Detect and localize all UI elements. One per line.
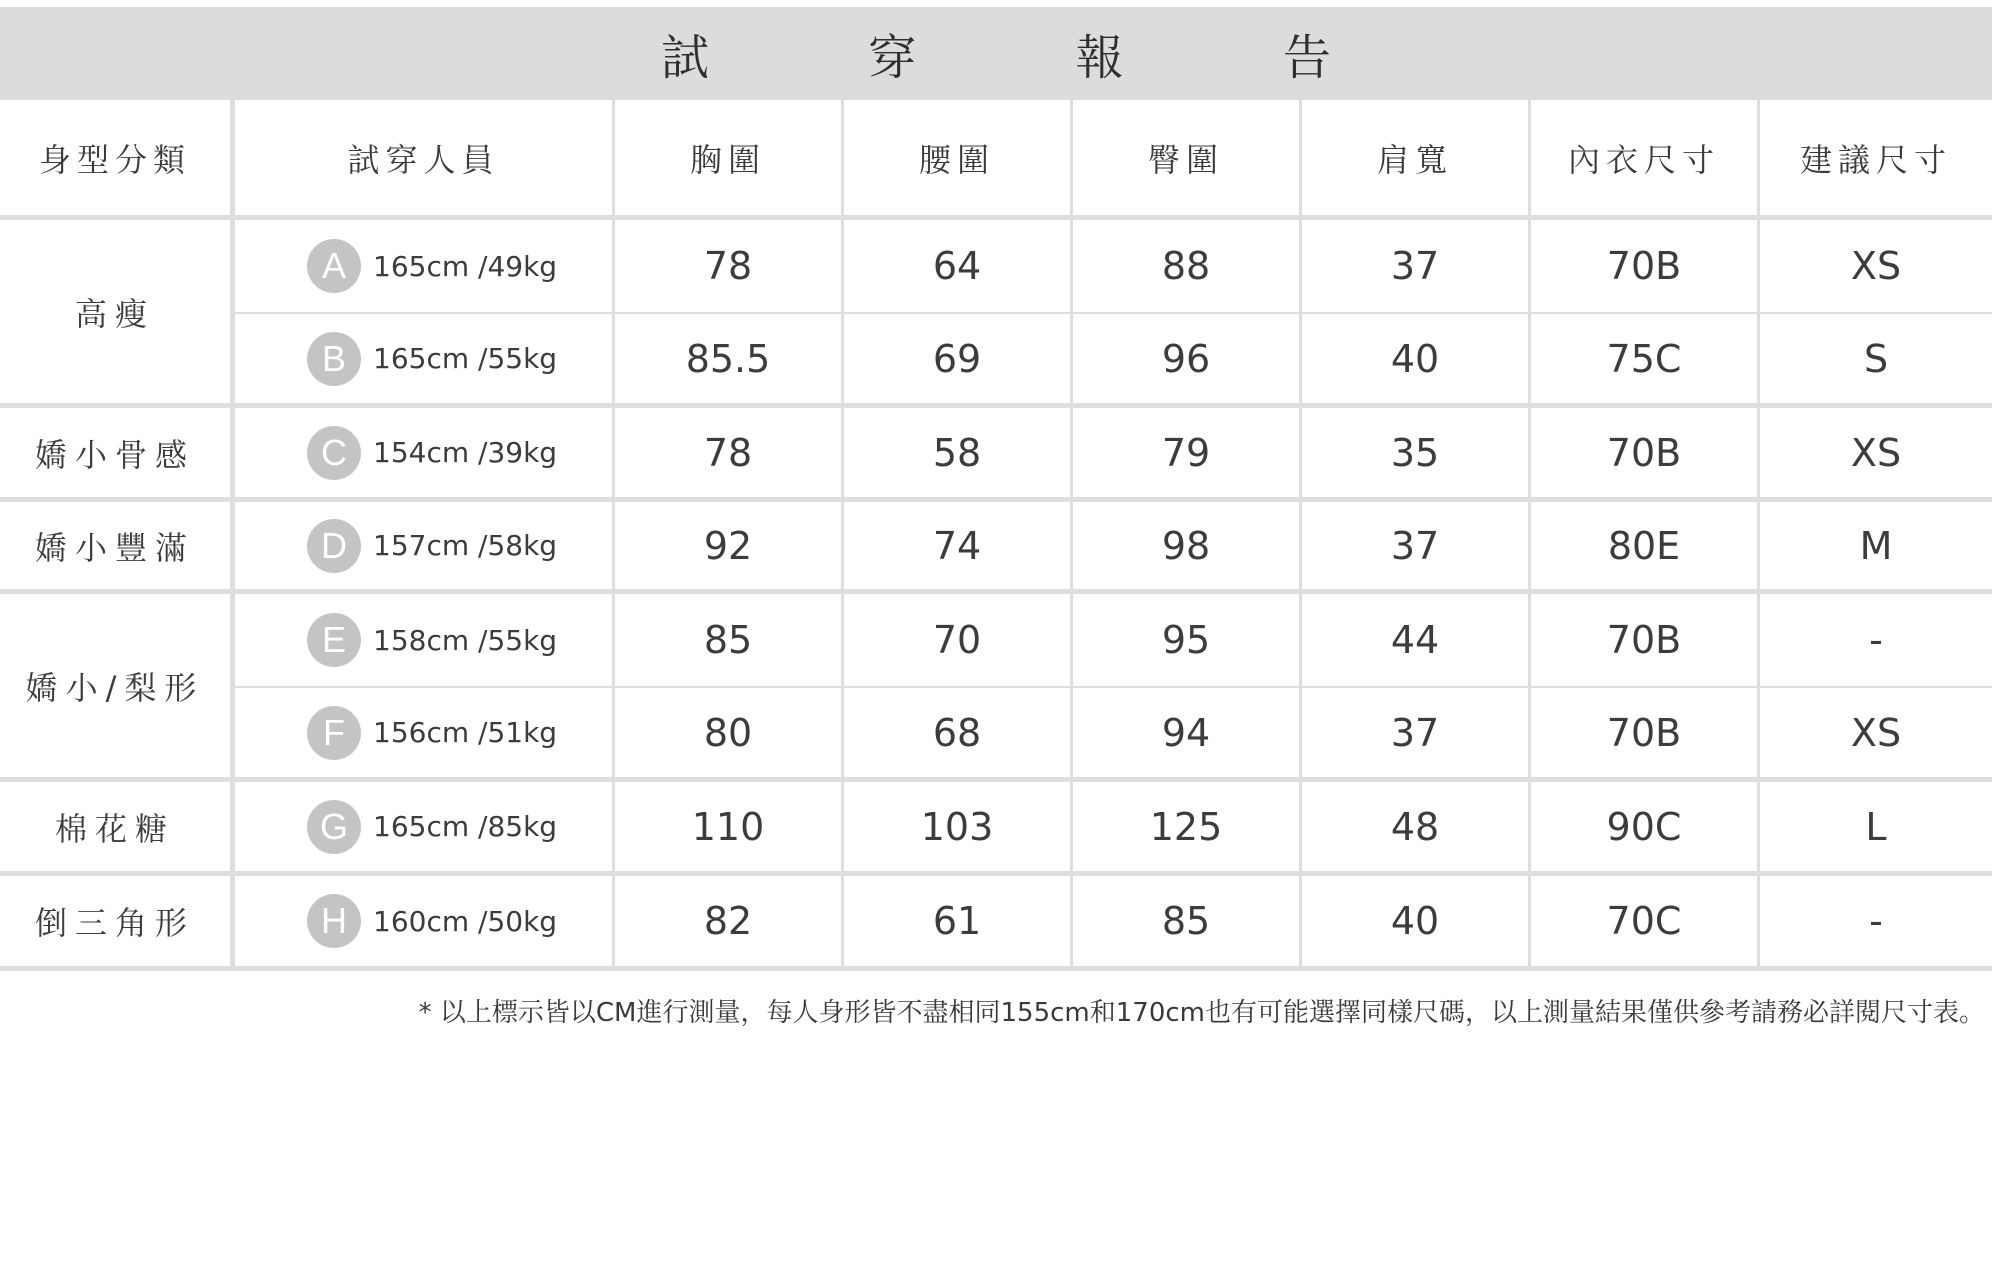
- bust-value: 78: [615, 220, 844, 314]
- tester-info: 154cm /39kg: [373, 436, 558, 469]
- bust-value: 78: [615, 408, 844, 502]
- waist-value: 68: [844, 688, 1073, 782]
- waist-value: 58: [844, 408, 1073, 502]
- bra-size-value: 70B: [1531, 594, 1760, 688]
- hip-value: 79: [1073, 408, 1302, 502]
- header-bust: 胸圍: [615, 100, 844, 220]
- hip-value: 85: [1073, 876, 1302, 971]
- hip-value: 95: [1073, 594, 1302, 688]
- tester-info: 165cm /55kg: [373, 342, 558, 375]
- bust-value: 85.5: [615, 314, 844, 408]
- tester-badge: A: [307, 239, 361, 293]
- tester-info: 158cm /55kg: [373, 623, 558, 657]
- category-inverted-triangle: 倒三角形: [0, 876, 235, 971]
- shoulder-value: 37: [1302, 502, 1531, 594]
- tester-info: 165cm /85kg: [373, 810, 558, 843]
- shoulder-value: 44: [1302, 594, 1531, 688]
- header-tester: 試穿人員: [235, 100, 615, 220]
- category-petite-curvy: 嬌小豐滿: [0, 502, 235, 594]
- suggested-size-value: -: [1760, 876, 1992, 971]
- tester-info: 157cm /58kg: [373, 529, 558, 562]
- fit-report-table: [0, 100, 1992, 971]
- waist-value: 70: [844, 594, 1073, 688]
- waist-value: 61: [844, 876, 1073, 971]
- hip-value: 94: [1073, 688, 1302, 782]
- tester-cell: [235, 876, 615, 971]
- bra-size-value: 70B: [1531, 220, 1760, 314]
- tester-info: 160cm /50kg: [373, 904, 558, 938]
- category-petite-pear: 嬌小/梨形: [0, 594, 235, 782]
- waist-value: 69: [844, 314, 1073, 408]
- shoulder-value: 37: [1302, 220, 1531, 314]
- bust-value: 110: [615, 782, 844, 876]
- tester-badge: G: [307, 800, 361, 854]
- tester-badge: C: [307, 426, 361, 480]
- shoulder-value: 40: [1302, 876, 1531, 971]
- title-bar: [0, 7, 1992, 100]
- category-plus: 棉花糖: [0, 782, 235, 876]
- bust-value: 80: [615, 688, 844, 782]
- hip-value: 88: [1073, 220, 1302, 314]
- suggested-size-value: L: [1760, 782, 1992, 876]
- tester-info: 156cm /51kg: [373, 716, 558, 749]
- bust-value: 85: [615, 594, 844, 688]
- header-bra-size: 內衣尺寸: [1531, 100, 1760, 220]
- footnote: * 以上標示皆以CM進行測量，每人身形皆不盡相同155cm和170cm也有可能選擇同樣尺碼，以上測量結果僅供參考請務必詳閱尺寸表。: [418, 998, 1985, 1028]
- tester-badge: H: [307, 894, 361, 948]
- shoulder-value: 35: [1302, 408, 1531, 502]
- tester-badge: F: [307, 706, 361, 760]
- tester-cell: [235, 314, 615, 408]
- waist-value: 74: [844, 502, 1073, 594]
- hip-value: 125: [1073, 782, 1302, 876]
- waist-value: 64: [844, 220, 1073, 314]
- bust-value: 82: [615, 876, 844, 971]
- hip-value: 96: [1073, 314, 1302, 408]
- shoulder-value: 37: [1302, 688, 1531, 782]
- waist-value: 103: [844, 782, 1073, 876]
- tester-cell: [235, 408, 615, 502]
- bra-size-value: 70B: [1531, 688, 1760, 782]
- shoulder-value: 48: [1302, 782, 1531, 876]
- header-shoulder: 肩寬: [1302, 100, 1531, 220]
- suggested-size-value: XS: [1760, 408, 1992, 502]
- tester-cell: [235, 502, 615, 594]
- tester-cell: [235, 782, 615, 876]
- shoulder-value: 40: [1302, 314, 1531, 408]
- tester-cell: [235, 220, 615, 314]
- bust-value: 92: [615, 502, 844, 594]
- tester-cell: [235, 594, 615, 688]
- tester-badge: B: [307, 332, 361, 386]
- suggested-size-value: XS: [1760, 220, 1992, 314]
- page-title: 試 穿 報 告: [661, 30, 1403, 86]
- header-waist: 腰圍: [844, 100, 1073, 220]
- header-category: 身型分類: [0, 100, 235, 220]
- header-hip: 臀圍: [1073, 100, 1302, 220]
- hip-value: 98: [1073, 502, 1302, 594]
- suggested-size-value: S: [1760, 314, 1992, 408]
- tester-cell: [235, 688, 615, 782]
- category-tall-slim: 高瘦: [0, 220, 235, 408]
- tester-badge: D: [307, 519, 361, 573]
- tester-badge: E: [307, 613, 361, 667]
- suggested-size-value: -: [1760, 594, 1992, 688]
- category-petite-slim: 嬌小骨感: [0, 408, 235, 502]
- bra-size-value: 80E: [1531, 502, 1760, 594]
- bra-size-value: 75C: [1531, 314, 1760, 408]
- suggested-size-value: M: [1760, 502, 1992, 594]
- bra-size-value: 70B: [1531, 408, 1760, 502]
- suggested-size-value: XS: [1760, 688, 1992, 782]
- header-suggested-size: 建議尺寸: [1760, 100, 1992, 220]
- bra-size-value: 70C: [1531, 876, 1760, 971]
- bra-size-value: 90C: [1531, 782, 1760, 876]
- tester-info: 165cm /49kg: [373, 249, 558, 283]
